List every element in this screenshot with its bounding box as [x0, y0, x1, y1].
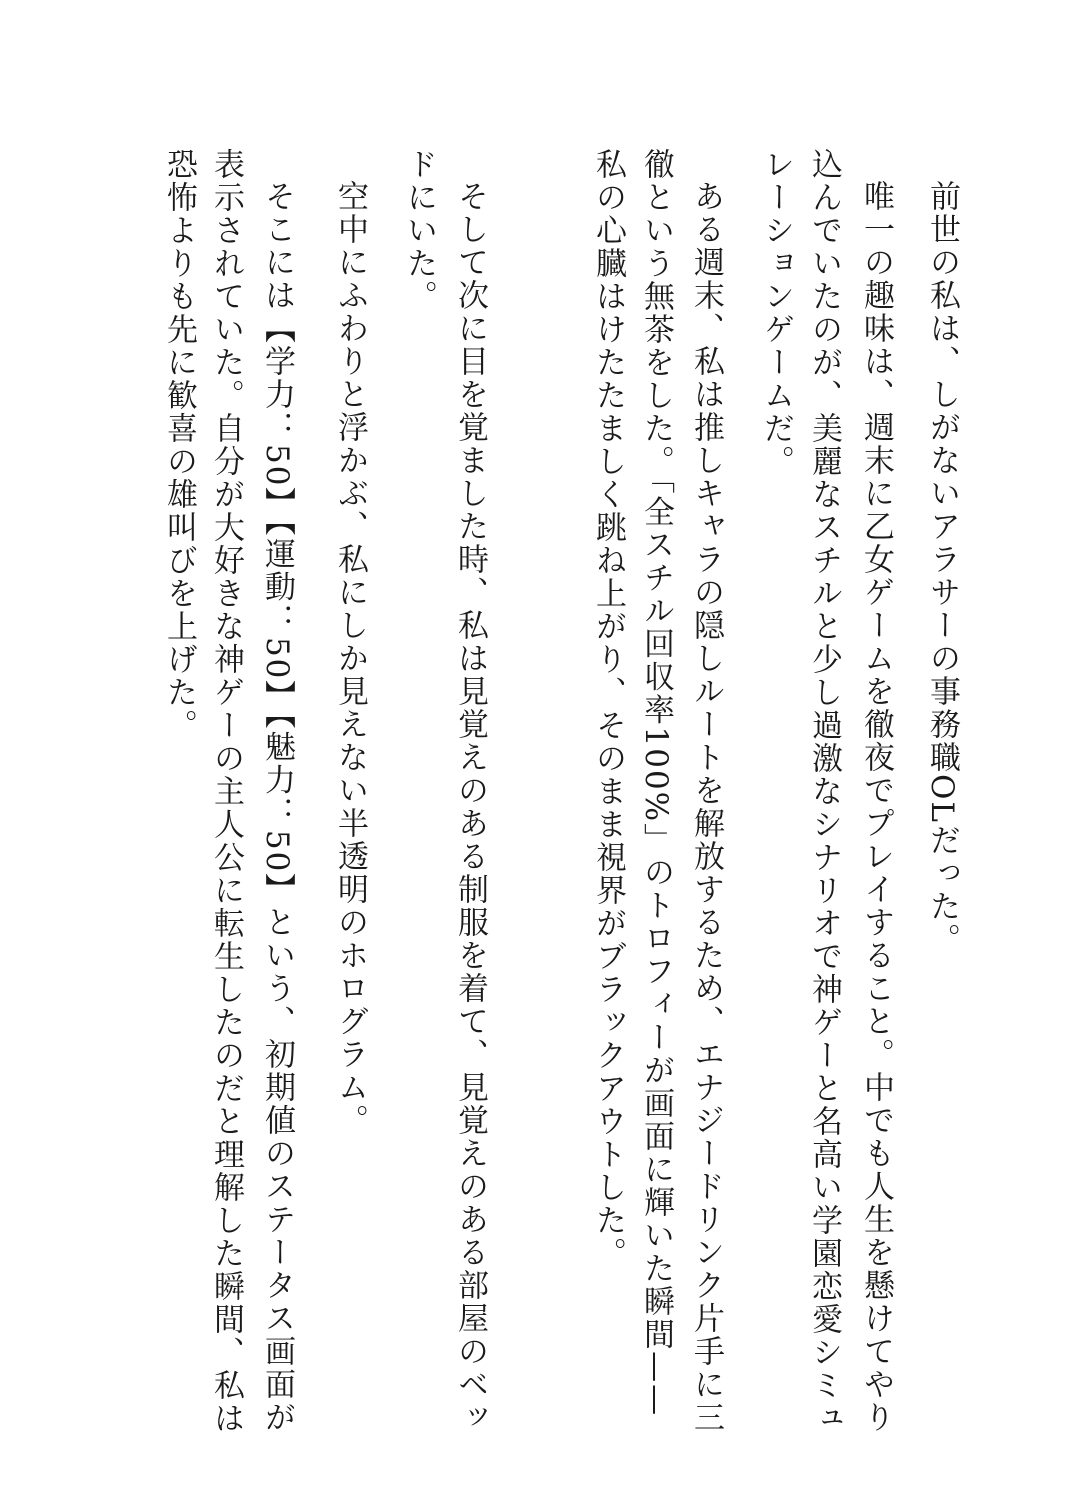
text-column: 込んでいたのが、美麗なスチルと少し過激なシナリオで神ゲーと名高い学園恋愛シミュ [806, 148, 842, 1435]
text-column: 恐怖よりも先に歓喜の雄叫びを上げた。 [161, 148, 197, 742]
text-column: 私の心臓はけたたましく跳ね上がり、そのまま視界がブラックアウトした。 [590, 148, 626, 1270]
text-column: レーションゲームだ。 [758, 148, 794, 478]
text-column: そこには【学力：50】【運動：50】【魅力：50】という、初期値のステータス画面が [259, 180, 295, 1435]
text-column: ある週末、私は推しキャラの隠しルートを解放するため、エナジードリンク片手に三 [688, 180, 724, 1434]
text-column: 前世の私は、しがないアラサーの事務職OLだった。 [924, 180, 960, 957]
text-column: 徹という無茶をした。「全スチル回収率100%」のトロフィーが画面に輝いた瞬間—— [638, 148, 674, 1418]
text-column: 唯一の趣味は、週末に乙女ゲームを徹夜でプレイすること。中でも人生を懸けてやり [858, 180, 894, 1434]
text-column: 表示されていた。自分が大好きな神ゲーの主人公に転生したのだと理解した瞬間、私は [208, 148, 244, 1435]
text-column: そして次に目を覚ました時、私は見覚えのある制服を着て、見覚えのある部屋のベッ [452, 180, 488, 1434]
text-column: ドにいた。 [401, 148, 437, 313]
text-column: 空中にふわりと浮かぶ、私にしか見えない半透明のホログラム。 [332, 180, 368, 1137]
